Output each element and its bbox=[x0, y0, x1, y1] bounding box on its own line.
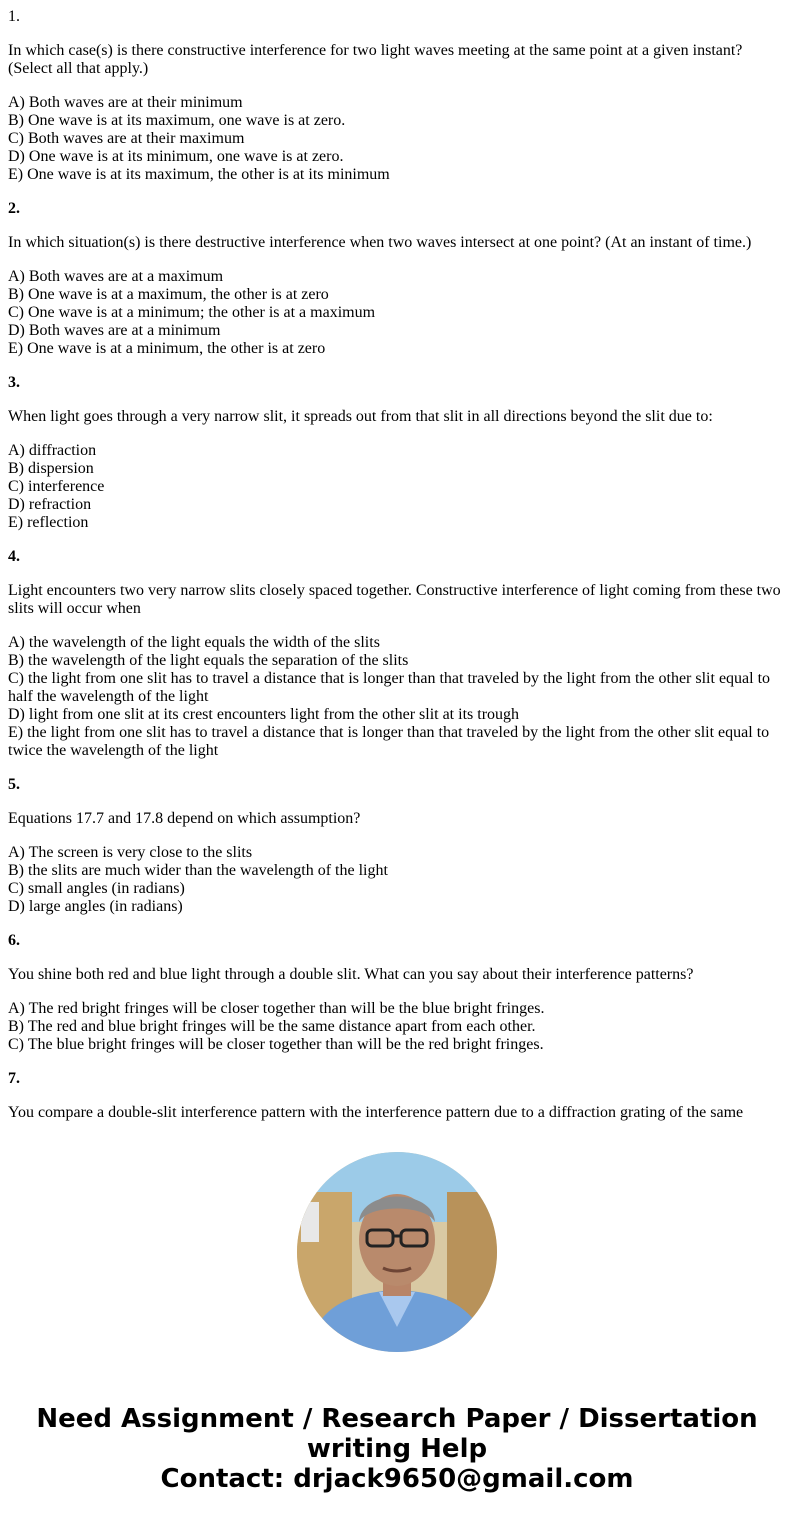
answer-options bbox=[8, 844, 786, 916]
answer-option: A) The red bright fringes will be closer together than will be the blue bright fringes. bbox=[8, 1000, 545, 1017]
question-text: Light encounters two very narrow slits closely spaced together. Constructive interference of light coming from these two slits will occur when bbox=[8, 582, 781, 617]
question-number: 3. bbox=[8, 374, 20, 391]
question-text: Equations 17.7 and 17.8 depend on which assumption? bbox=[8, 810, 361, 827]
answer-options bbox=[8, 634, 786, 760]
answer-option: B) One wave is at its maximum, one wave is at zero. bbox=[8, 112, 346, 129]
author-portrait-image bbox=[297, 1152, 497, 1352]
question-number: 6. bbox=[8, 932, 20, 949]
question-text: You compare a double-slit interference pattern with the interference pattern due to a diffraction grating of the same bbox=[8, 1104, 744, 1121]
answer-option: C) small angles (in radians) bbox=[8, 880, 185, 897]
answer-option: A) the wavelength of the light equals the width of the slits bbox=[8, 634, 380, 651]
answer-option: D) light from one slit at its crest encounters light from the other slit at its trough bbox=[8, 706, 520, 723]
answer-option: C) interference bbox=[8, 478, 105, 495]
answer-option: A) Both waves are at their minimum bbox=[8, 94, 243, 111]
answer-option: E) the light from one slit has to travel a distance that is longer than that traveled by the light from the other slit equal to twice the wavelength of the light bbox=[8, 724, 770, 759]
question-text: In which case(s) is there constructive interference for two light waves meeting at the same point at a given instant? (Select all that apply.) bbox=[8, 42, 743, 77]
answer-option: A) The screen is very close to the slits bbox=[8, 844, 253, 861]
answer-option: E) One wave is at a minimum, the other is at zero bbox=[8, 340, 326, 357]
answer-option: B) the wavelength of the light equals the separation of the slits bbox=[8, 652, 409, 669]
question-number: 4. bbox=[8, 548, 20, 565]
answer-option: A) diffraction bbox=[8, 442, 97, 459]
question-text: In which situation(s) is there destructive interference when two waves intersect at one point? (At an instant of time.) bbox=[8, 234, 752, 251]
question-number: 2. bbox=[8, 200, 20, 217]
author-avatar bbox=[297, 1152, 497, 1352]
answer-option: B) the slits are much wider than the wavelength of the light bbox=[8, 862, 388, 879]
answer-option: D) Both waves are at a minimum bbox=[8, 322, 221, 339]
question-number: 1. bbox=[8, 8, 20, 25]
answer-options bbox=[8, 1000, 786, 1054]
answer-option: E) One wave is at its maximum, the other is at its minimum bbox=[8, 166, 390, 183]
answer-option: D) large angles (in radians) bbox=[8, 898, 183, 915]
question-text: When light goes through a very narrow slit, it spreads out from that slit in all directions beyond the slit due to: bbox=[8, 408, 713, 425]
answer-option: D) One wave is at its minimum, one wave is at zero. bbox=[8, 148, 344, 165]
answer-option: C) Both waves are at their maximum bbox=[8, 130, 245, 147]
answer-options bbox=[8, 268, 786, 358]
answer-options bbox=[8, 94, 786, 184]
question-number: 5. bbox=[8, 776, 20, 793]
promo-contact: Contact: drjack9650@gmail.com bbox=[160, 1464, 634, 1494]
promo-text bbox=[0, 1404, 794, 1494]
answer-options bbox=[8, 442, 786, 532]
question-number: 7. bbox=[8, 1070, 20, 1087]
answer-option: B) The red and blue bright fringes will be the same distance apart from each other. bbox=[8, 1018, 536, 1035]
answer-option: B) One wave is at a maximum, the other is at zero bbox=[8, 286, 329, 303]
answer-option: C) The blue bright fringes will be closer together than will be the red bright fringes. bbox=[8, 1036, 544, 1053]
promo-line-1: Need Assignment / Research Paper / Dissertation bbox=[36, 1404, 758, 1434]
answer-option: C) the light from one slit has to travel a distance that is longer than that traveled by the light from the other slit equal to half the wavelength of the light bbox=[8, 670, 771, 705]
answer-option: C) One wave is at a minimum; the other is at a maximum bbox=[8, 304, 376, 321]
answer-option: B) dispersion bbox=[8, 460, 94, 477]
promo-line-2: writing Help bbox=[306, 1434, 488, 1464]
answer-option: E) reflection bbox=[8, 514, 89, 531]
answer-option: D) refraction bbox=[8, 496, 92, 513]
answer-option: A) Both waves are at a maximum bbox=[8, 268, 224, 285]
question-text: You shine both red and blue light through a double slit. What can you say about their interference patterns? bbox=[8, 966, 694, 983]
